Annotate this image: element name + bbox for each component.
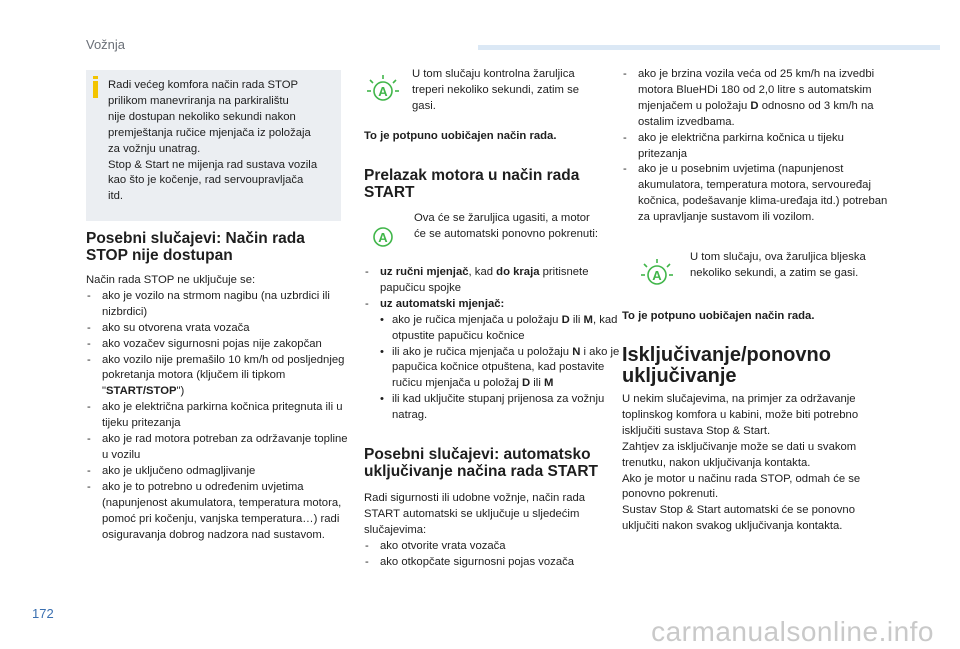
warning-line: U tom slučaju, ova žaruljica bljeska [690, 251, 866, 263]
list-item [364, 297, 626, 424]
info-icon [93, 81, 98, 98]
deactivation-body [622, 392, 902, 535]
item-text: i ako je papučica kočnice otpuštena, kad postavite ručicu mjenjača u položaj [392, 345, 620, 390]
body-line: Zahtjev za isključivanje može se dati u svakom [622, 440, 857, 453]
start-stop-label: START/STOP [106, 385, 177, 398]
body-line: isključiti sustava Stop & Start. [622, 424, 771, 437]
heading-stop-unavailable [86, 230, 348, 264]
warning-line: gasi. [412, 99, 436, 112]
body-line: toplinskog komfora u kabini, može biti potrebno [622, 408, 859, 421]
warning-text-2 [414, 211, 624, 243]
heading-line: Posebni slučajevi: automatsko [364, 446, 591, 463]
body-line: Sustav Stop & Start automatski će se ponovno [622, 504, 855, 517]
warning-line: Ova će se žaruljica ugasiti, a motor [414, 212, 590, 224]
section-title: Vožnja [86, 37, 126, 52]
list-item: - ako je u posebnim uvjetima (napunjenost akumulatora, temperatura motora, servouređaj kočnica, podešavanje klima-uređaja itd.) potreban za upravljanje sustavom ili vozilom. [622, 162, 894, 226]
list-item: - ako otkopčate sigurnosni pojas vozača [364, 555, 626, 571]
svg-text:A: A [652, 268, 662, 283]
heading-line: Posebni slučajevi: Način rada [86, 230, 305, 247]
list-item [364, 265, 626, 297]
item-text: pritisnete papučicu spojke [380, 266, 589, 294]
list-item: - ako je električna parkirna kočnica pritegnuta ili u tijeku pritezanja [86, 400, 348, 432]
auto-start-list [364, 539, 626, 571]
info-line: Radi većeg komfora način rada STOP [108, 79, 299, 91]
info-line: kao što je kočenje, rad servoupravljača [108, 174, 304, 187]
svg-text:A: A [378, 230, 388, 245]
list-item: - ako vozačev sigurnosni pojas nije zakopčan [86, 337, 348, 353]
item-text: ili [530, 377, 544, 390]
warning-light-a-icon [366, 72, 400, 106]
stop-intro: Način rada STOP ne uključuje se: [86, 274, 256, 286]
warning-text-1 [412, 67, 602, 115]
heading-line: STOP nije dostupan [86, 247, 233, 264]
gear-m: M [583, 313, 593, 326]
list-item: - ako su otvorena vrata vozača [86, 321, 348, 337]
list-item [622, 67, 894, 131]
item-text: odnosno od 3 km/h na ostalim izvedbama. [638, 99, 874, 128]
warning-line: nekoliko sekundi, a zatim se gasi. [690, 266, 859, 279]
list-item: - ako je rad motora potreban za održavanje topline u vozilu [86, 432, 348, 464]
warning-light-a-icon [640, 256, 674, 290]
list-item [86, 353, 348, 401]
item-text: ili [569, 313, 584, 326]
item-bold: do kraja [496, 266, 540, 278]
heading-line: Prelazak motora u način rada [364, 167, 580, 184]
gear-d: D [750, 99, 759, 112]
info-text [108, 78, 334, 205]
info-line: itd. [108, 190, 124, 203]
info-line: Stop & Start ne mijenja rad sustava vozila [108, 158, 318, 171]
warning-line: će se automatski ponovno pokrenuti: [414, 227, 598, 240]
auto-start-list-continued [622, 67, 894, 226]
warning-light-a-icon [366, 220, 400, 254]
normal-operation-note: To je potpuno uobičajen način rada. [364, 130, 557, 142]
gear-n: N [572, 345, 581, 358]
info-line: premještanja ručice mjenjača iz položaja [108, 126, 311, 139]
body-line: START automatski se uključuje u sljedećim [364, 507, 580, 520]
info-box [86, 70, 341, 221]
list-item: - ako je električna parkirna kočnica u tijeku pritezanja [622, 131, 894, 163]
start-conditions-list [364, 265, 626, 424]
item-text: , kad otpustite papučicu kočnice [392, 313, 618, 342]
list-item: - ako je vozilo na strmom nagibu (na uzbrdici ili nizbrdici) [86, 289, 348, 321]
start-conditions [364, 265, 626, 424]
manual-label: uz ručni mjenjač [380, 266, 469, 278]
heading-deactivation [622, 345, 902, 387]
body-line: Radi sigurnosti ili udobne vožnje, način rada [364, 492, 586, 504]
body-line: uključiti nakon svakog uključivanja kontakta. [622, 520, 843, 533]
warning-line: treperi nekoliko sekundi, zatim se [412, 83, 580, 96]
normal-operation-note: To je potpuno uobičajen način rada. [622, 310, 815, 322]
sub-item [364, 345, 626, 393]
body-line: trenutku, nakon uključivanja kontakta. [622, 456, 811, 469]
heading-line: Isključivanje/ponovno [622, 344, 831, 366]
gear-d: D [561, 313, 570, 326]
warning-line: U tom slučaju kontrolna žaruljica [412, 68, 575, 80]
header-bar [478, 45, 940, 50]
item-text: ") [176, 385, 185, 398]
heading-line: START [364, 184, 415, 201]
list-item: - ako otvorite vrata vozača [364, 539, 626, 555]
item-text: , kad [468, 266, 497, 278]
item-text: ako je brzina vozila veća od 25 km/h na izvedbi motora BlueHDi 180 od 2,0 litre s automatskim mjenjačem u položaju [638, 68, 875, 112]
body-line: Ako je motor u načinu rada STOP, odmah će se [622, 472, 861, 485]
item-text: ili ako je ručica mjenjača u položaju [392, 345, 573, 358]
sub-item [364, 313, 626, 345]
info-line: za vožnju unatrag. [108, 142, 201, 155]
heading-line: uključivanje načina rada START [364, 463, 599, 480]
auto-sublist [364, 313, 626, 424]
column-3-list [622, 67, 894, 226]
stop-conditions-list [86, 289, 348, 544]
sub-item: • ili kad uključite stupanj prijenosa za vožnju natrag. [364, 392, 626, 424]
body-line: slučajevima: [364, 523, 427, 536]
heading-auto-start [364, 446, 626, 480]
page-number: 172 [32, 606, 54, 621]
body-line: U nekim slučajevima, na primjer za održavanje [622, 393, 856, 405]
warning-text-3 [690, 250, 900, 282]
info-line: nije dostupan nekoliko sekundi nakon [108, 110, 296, 123]
heading-start-mode [364, 167, 624, 201]
auto-label: uz automatski mjenjač: [380, 297, 505, 310]
body-line: ponovno pokrenuti. [622, 488, 719, 501]
item-text: ako je ručica mjenjača u položaju [392, 313, 562, 326]
gear-d: D [521, 377, 531, 390]
heading-line: uključivanje [622, 365, 737, 387]
list-item: - ako je to potrebno u određenim uvjetima (napunjenost akumulatora, temperatura motora, pomoć pri kočenju, vanjska temperatura…) radi osiguravanja dobrog nadzora nad sustavom. [86, 480, 348, 544]
gear-m: M [543, 377, 554, 390]
watermark: carmanualsonline.info [651, 616, 934, 647]
item-text: ako vozilo nije premašilo 10 km/h od posljednjeg pokretanja motora (ključem ili tipkom " [102, 353, 345, 398]
list-item: - ako je uključeno odmagljivanje [86, 464, 348, 480]
info-line: prilikom manevriranja na parkiralištu [108, 94, 289, 107]
svg-text:A: A [378, 84, 388, 99]
auto-start-body [364, 491, 626, 571]
column-1 [86, 230, 348, 543]
